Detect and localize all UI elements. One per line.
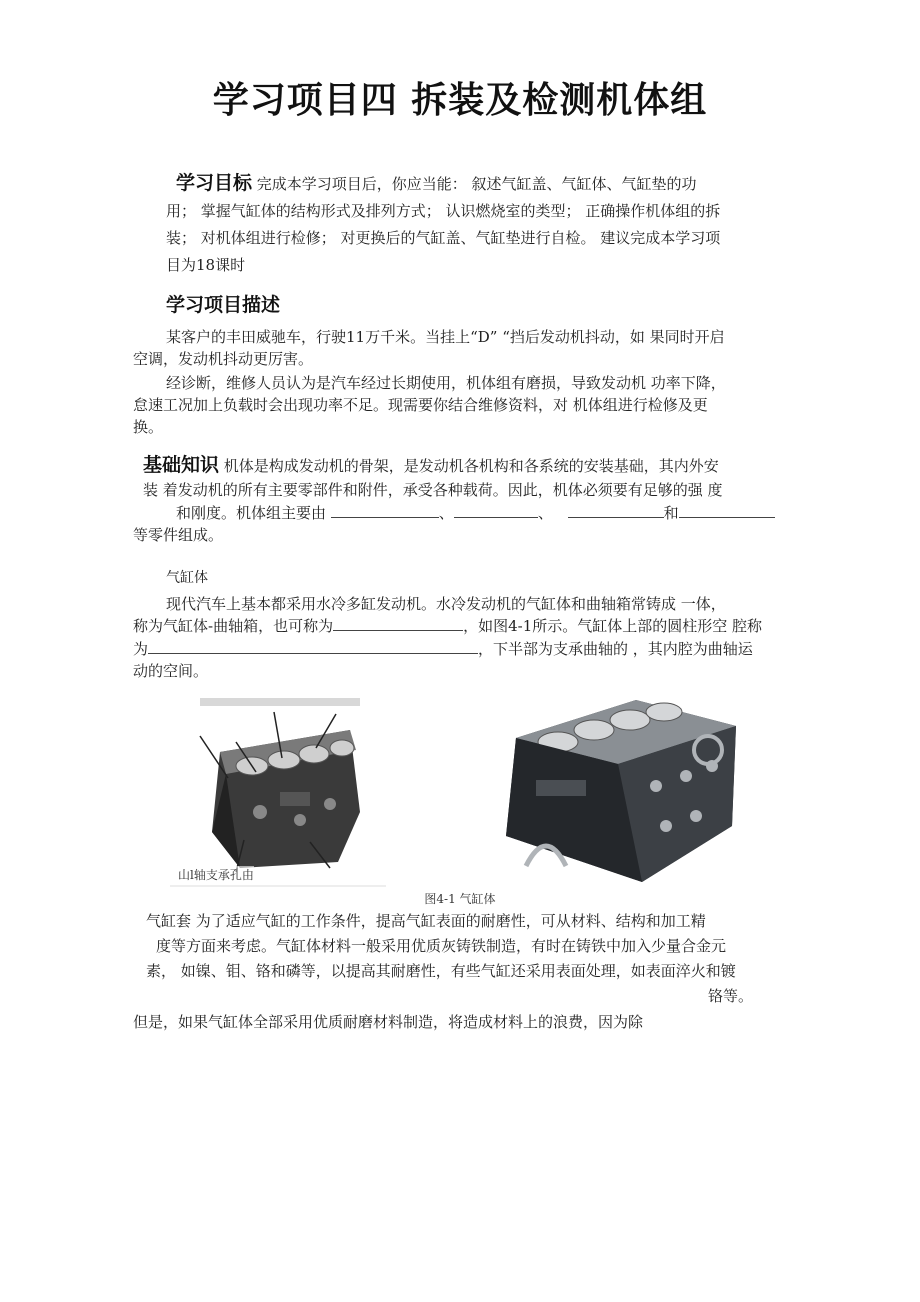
cylinder-block-figure-right bbox=[496, 686, 742, 886]
fill-blank-5[interactable] bbox=[333, 614, 463, 631]
basics-text-3: 和刚度。机体组主要由 bbox=[176, 504, 327, 522]
cylinder-block-head: 气缸体 bbox=[166, 570, 208, 586]
cylinder-block-text-2b: ，如图4-1所示。气缸体上部的圆柱形空 腔称 bbox=[463, 617, 763, 635]
separator-1: 、 bbox=[438, 504, 454, 522]
objectives-line-1 bbox=[176, 170, 697, 197]
objectives-text-1: 完成本学习项目后，你应当能： 叙述气缸盖、气缸体、气缸垫的功 bbox=[252, 175, 697, 193]
page-title: 学习项目四 拆装及检测机体组 bbox=[212, 80, 708, 121]
description-p2-line-2: 怠速工况加上负载时会出现功率不足。现需要你结合维修资料，对 机体组进行检修及更 bbox=[133, 396, 708, 414]
description-p2-line-1: 经诊断，维修人员认为是汽车经过长期使用，机体组有磨损，导致发动机 功率下降， bbox=[166, 374, 726, 392]
fill-blank-1[interactable] bbox=[331, 501, 439, 518]
fill-blank-4[interactable] bbox=[679, 501, 775, 518]
liner-line-5: 但是，如果气缸体全部采用优质耐磨材料制造，将造成材料上的浪费，因为除 bbox=[133, 1013, 644, 1031]
objectives-head: 学习目标 bbox=[176, 172, 253, 194]
description-p1-line-1: 某客户的丰田威驰车，行驶11万千米。当挂上“D” “挡后发动机抖动，如 果同时开启 bbox=[166, 328, 725, 346]
cylinder-block-text-2a: 称为气缸体-曲轴箱，也可称为 bbox=[133, 617, 334, 635]
basics-line-3 bbox=[176, 500, 775, 526]
basics-line-2: 装 着发动机的所有主要零部件和附件，承受各种载荷。因此，机体必须要有足够的强 度 bbox=[143, 481, 723, 499]
liner-line-1: 气缸套 为了适应气缸的工作条件，提高气缸表面的耐磨性，可从材料、结构和加工精 bbox=[146, 912, 706, 930]
cylinder-block-text-3b: ，下半部为支承曲轴的 ，其内腔为曲轴运 bbox=[478, 640, 753, 658]
basics-line-1 bbox=[143, 452, 719, 479]
figure-left-label: 山l轴支承孔由 bbox=[178, 868, 254, 882]
cylinder-block-figure-left bbox=[160, 692, 386, 888]
fill-blank-2[interactable] bbox=[454, 501, 538, 518]
basics-head: 基础知识 bbox=[143, 454, 220, 476]
engine-block-left-illustration bbox=[160, 692, 386, 888]
liner-line-2: 度等方面来考虑。气缸体材料一般采用优质灰铸铁制造，有时在铸铁中加入少量合金元 bbox=[156, 937, 727, 955]
objectives-line-2: 用； 掌握气缸体的结构形式及排列方式； 认识燃烧室的类型； 正确操作机体组的拆 bbox=[166, 202, 721, 220]
cylinder-block-line-4: 动的空间。 bbox=[133, 662, 209, 680]
separator-2: 、 bbox=[537, 504, 553, 522]
basics-line-4: 等零件组成。 bbox=[133, 526, 224, 544]
engine-block-right-illustration bbox=[496, 686, 742, 886]
description-p2-line-3: 换。 bbox=[133, 418, 164, 436]
liner-line-4: 铬等。 bbox=[708, 987, 754, 1005]
objectives-line-3: 装； 对机体组进行检修； 对更换后的气缸盖、气缸垫进行自检。 建议完成本学习项 bbox=[166, 229, 721, 247]
liner-line-3: 素， 如镍、钼、铬和磷等，以提高其耐磨性，有些气缸还采用表面处理，如表面淬火和镀 bbox=[146, 962, 736, 980]
fill-blank-6[interactable] bbox=[148, 637, 478, 654]
figure-caption: 图4-1 气缸体 bbox=[424, 892, 496, 906]
basics-text-1: 机体是构成发动机的骨架，是发动机各机构和各系统的安装基础，其内外安 bbox=[219, 457, 719, 475]
cylinder-block-text-3a: 为 bbox=[133, 640, 149, 658]
objectives-line-4: 目为18课时 bbox=[166, 256, 246, 274]
cylinder-block-line-3 bbox=[133, 636, 753, 662]
separator-3: 和 bbox=[663, 504, 679, 522]
description-p1-line-2: 空调，发动机抖动更厉害。 bbox=[133, 350, 314, 368]
fill-blank-3[interactable] bbox=[568, 501, 664, 518]
cylinder-block-line-1: 现代汽车上基本都采用水冷多缸发动机。水冷发动机的气缸体和曲轴箱常铸成 一体， bbox=[166, 595, 726, 613]
description-head: 学习项目描述 bbox=[166, 294, 281, 316]
